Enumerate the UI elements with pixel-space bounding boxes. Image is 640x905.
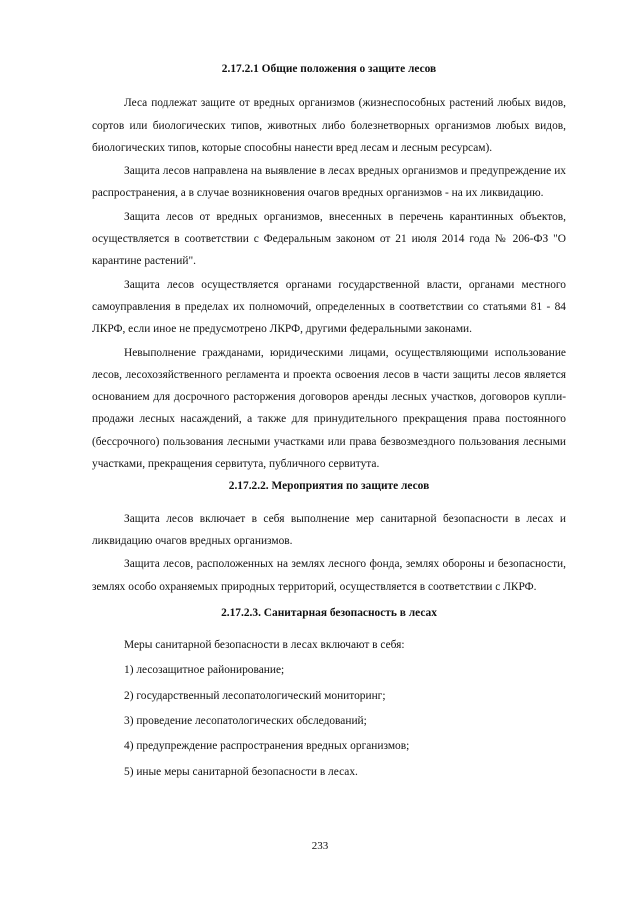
section-heading: 2.17.2.1 Общие положения о защите лесов (221, 63, 437, 75)
list-item: 1) лесозащитное районирование; (124, 664, 285, 677)
paragraph: Защита лесов, расположенных на землях лесного фонда, землях обороны и безопасности, землях особо охраняемых природных территорий, осуществляется в соответствии с ЛКРФ. (92, 558, 566, 593)
list-item: 2) государственный лесопатологический мониторинг; (124, 689, 386, 702)
list-item: 3) проведение лесопатологических обследований; (124, 715, 367, 728)
paragraph: Защита лесов направлена на выявление в лесах вредных организмов и предупреждение их распространения, а в случае возникновения очагов вредных организмов - на их ликвидацию. (92, 165, 566, 200)
measures-list (92, 659, 566, 782)
section-heading: 2.17.2.3. Санитарная безопасность в лесах (221, 606, 437, 619)
list-item: 5) иные меры санитарной безопасности в лесах. (124, 765, 358, 778)
paragraph: Защита лесов от вредных организмов, внесенных в перечень карантинных объектов, осуществляется в соответствии с Федеральным законом от 21 июля 2014 года № 206-ФЗ "О карантине растений". (92, 210, 566, 268)
list-intro: Меры санитарной безопасности в лесах включают в себя: (124, 639, 405, 652)
section-heading: 2.17.2.2. Мероприятия по защите лесов (228, 480, 430, 493)
page-number: 233 (311, 840, 329, 852)
list-item: 4) предупреждение распространения вредных организмов; (124, 740, 410, 753)
paragraph: Леса подлежат защите от вредных организмов (жизнеспособных растений любых видов, сортов или биологических типов, животных либо болезнетворных организмов любых видов, биологических типов, которые способны нанести вред лесам и лесным ресурсам). (92, 97, 566, 154)
paragraph: Защита лесов осуществляется органами государственной власти, органами местного самоуправления в пределах их полномочий, определенных в соответствии со статьями 81 - 84 ЛКРФ, если иное не предусмотрено ЛКРФ, другими федеральными законами. (92, 278, 566, 336)
document-page (92, 58, 566, 786)
paragraph: Невыполнение гражданами, юридическими лицами, осуществляющими использование лесов, лесохозяйственного регламента и проекта освоения лесов в части защиты лесов является основанием для досрочного расторжения договоров аренды лесных участков, договоров купли-продажи лесных насаждений, а также для принудительного прекращения права постоянного (бессрочного) пользования лесными участками или права безвозмездного пользования лесными участками, прекращения сервитута, публичного сервитута. (92, 346, 566, 471)
paragraph: Защита лесов включает в себя выполнение мер санитарной безопасности в лесах и ликвидацию очагов вредных организмов. (92, 512, 566, 547)
